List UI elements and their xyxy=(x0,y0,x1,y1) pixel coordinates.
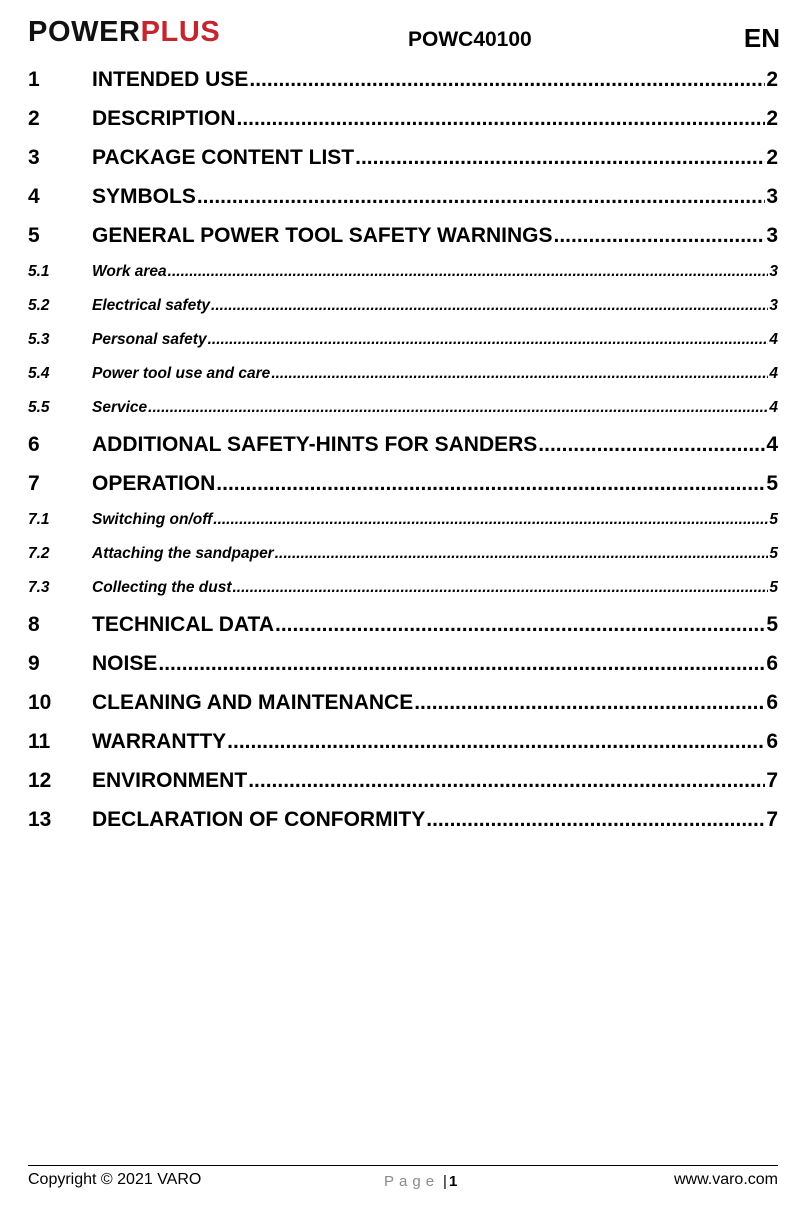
toc-dot-leader xyxy=(208,323,769,357)
toc-number: 11 xyxy=(28,730,51,753)
toc-page: 5 xyxy=(766,472,778,495)
toc-page: 2 xyxy=(766,146,778,169)
page-number: 1 xyxy=(448,1173,458,1190)
toc-number: 4 xyxy=(28,185,40,208)
toc-dot-leader xyxy=(237,99,766,138)
toc-entry-13[interactable] xyxy=(28,800,778,839)
toc-page: 4 xyxy=(766,433,778,456)
toc-title: Work area xyxy=(92,263,167,280)
toc-dot-leader xyxy=(148,391,768,425)
toc-number: 8 xyxy=(28,613,40,636)
toc-number: 5.4 xyxy=(28,365,50,382)
toc-title: TECHNICAL DATA xyxy=(92,613,274,636)
toc-title: OPERATION xyxy=(92,472,216,495)
page-footer xyxy=(28,1165,778,1206)
toc-entry-3[interactable] xyxy=(28,138,778,177)
toc-entry-5-5[interactable] xyxy=(28,391,778,425)
toc-title: SYMBOLS xyxy=(92,185,196,208)
page-label: Page xyxy=(384,1173,440,1190)
toc-entry-7-2[interactable] xyxy=(28,537,778,571)
toc-dot-leader xyxy=(233,571,769,605)
toc-title: CLEANING AND MAINTENANCE xyxy=(92,691,414,714)
toc-dot-leader xyxy=(355,138,765,177)
toc-entry-12[interactable] xyxy=(28,761,778,800)
toc-number: 5.5 xyxy=(28,399,50,416)
toc-dot-leader xyxy=(271,357,768,391)
toc-entry-8[interactable] xyxy=(28,605,778,644)
toc-title: Attaching the sandpaper xyxy=(92,545,274,562)
website-link[interactable]: www.varo.com xyxy=(673,1171,778,1188)
toc-title: Electrical safety xyxy=(92,297,211,314)
toc-entry-5-3[interactable] xyxy=(28,323,778,357)
toc-entry-1[interactable] xyxy=(28,60,778,99)
toc-title: Collecting the dust xyxy=(92,579,232,596)
toc-dot-leader xyxy=(216,464,765,503)
toc-title: DESCRIPTION xyxy=(92,107,236,130)
toc-title: PACKAGE CONTENT LIST xyxy=(92,146,355,169)
toc-title: INTENDED USE xyxy=(92,68,249,91)
toc-number: 12 xyxy=(28,769,52,792)
toc-title: ADDITIONAL SAFETY-HINTS FOR SANDERS xyxy=(92,433,538,456)
toc-dot-leader xyxy=(211,289,768,323)
toc-entry-5-1[interactable] xyxy=(28,255,778,289)
toc-number: 3 xyxy=(28,146,40,169)
toc-number: 5.2 xyxy=(28,297,50,314)
toc-page: 4 xyxy=(769,399,778,416)
toc-entry-9[interactable] xyxy=(28,644,778,683)
toc-title: Switching on/off xyxy=(92,511,213,528)
toc-page: 3 xyxy=(766,185,778,208)
toc-number: 10 xyxy=(28,691,52,714)
toc-dot-leader xyxy=(275,537,769,571)
toc-title: NOISE xyxy=(92,652,158,675)
table-of-contents xyxy=(28,60,778,839)
toc-entry-11[interactable] xyxy=(28,722,778,761)
page-indicator xyxy=(384,1173,457,1190)
toc-entry-6[interactable] xyxy=(28,425,778,464)
toc-number: 9 xyxy=(28,652,40,675)
toc-number: 6 xyxy=(28,433,40,456)
toc-page: 5 xyxy=(769,511,778,528)
toc-dot-leader xyxy=(227,722,765,761)
toc-page: 7 xyxy=(766,769,778,792)
toc-page: 7 xyxy=(766,808,778,831)
language-code: EN xyxy=(743,23,780,53)
toc-number: 2 xyxy=(28,107,40,130)
toc-page: 3 xyxy=(769,297,778,314)
brand-logo xyxy=(28,14,220,50)
model-number: POWC40100 xyxy=(408,28,532,51)
toc-entry-5[interactable] xyxy=(28,216,778,255)
logo-power-text: POWER xyxy=(28,16,141,48)
toc-number: 5.3 xyxy=(28,331,50,348)
toc-page: 6 xyxy=(766,730,778,753)
toc-dot-leader xyxy=(538,425,765,464)
toc-entry-7-3[interactable] xyxy=(28,571,778,605)
toc-page: 4 xyxy=(769,331,778,348)
toc-number: 5.1 xyxy=(28,263,50,280)
toc-number: 7.3 xyxy=(28,579,50,596)
toc-number: 13 xyxy=(28,808,52,831)
toc-dot-leader xyxy=(554,216,766,255)
toc-page: 3 xyxy=(769,263,778,280)
toc-title: Service xyxy=(92,399,148,416)
toc-title: Power tool use and care xyxy=(92,365,271,382)
toc-dot-leader xyxy=(426,800,765,839)
toc-entry-7-1[interactable] xyxy=(28,503,778,537)
toc-entry-4[interactable] xyxy=(28,177,778,216)
toc-number: 7.2 xyxy=(28,545,50,562)
toc-title: DECLARATION OF CONFORMITY xyxy=(92,808,426,831)
toc-dot-leader xyxy=(249,60,765,99)
page-separator: | xyxy=(443,1173,447,1190)
toc-title: ENVIRONMENT xyxy=(92,769,248,792)
toc-title: GENERAL POWER TOOL SAFETY WARNINGS xyxy=(92,224,553,247)
toc-entry-10[interactable] xyxy=(28,683,778,722)
toc-number: 5 xyxy=(28,224,40,247)
toc-entry-7[interactable] xyxy=(28,464,778,503)
toc-page: 6 xyxy=(766,691,778,714)
toc-number: 7.1 xyxy=(28,511,50,528)
toc-entry-5-4[interactable] xyxy=(28,357,778,391)
toc-dot-leader xyxy=(197,177,765,216)
toc-dot-leader xyxy=(275,605,765,644)
toc-dot-leader xyxy=(213,503,768,537)
toc-page: 5 xyxy=(766,613,778,636)
toc-number: 1 xyxy=(28,68,40,91)
page-header xyxy=(0,0,808,60)
copyright-text: Copyright © 2021 VARO xyxy=(28,1171,202,1188)
logo-plus-text: PLUS xyxy=(140,16,221,48)
toc-page: 2 xyxy=(766,107,778,130)
toc-page: 3 xyxy=(766,224,778,247)
toc-dot-leader xyxy=(168,255,769,289)
toc-entry-5-2[interactable] xyxy=(28,289,778,323)
toc-number: 7 xyxy=(28,472,40,495)
toc-title: WARRANTTY xyxy=(92,730,227,753)
toc-page: 6 xyxy=(766,652,778,675)
toc-page: 4 xyxy=(769,365,778,382)
toc-entry-2[interactable] xyxy=(28,99,778,138)
toc-page: 5 xyxy=(769,545,778,562)
toc-page: 5 xyxy=(769,579,778,596)
toc-title: Personal safety xyxy=(92,331,207,348)
toc-dot-leader xyxy=(248,761,765,800)
toc-dot-leader xyxy=(158,644,765,683)
toc-dot-leader xyxy=(414,683,765,722)
toc-page: 2 xyxy=(766,68,778,91)
